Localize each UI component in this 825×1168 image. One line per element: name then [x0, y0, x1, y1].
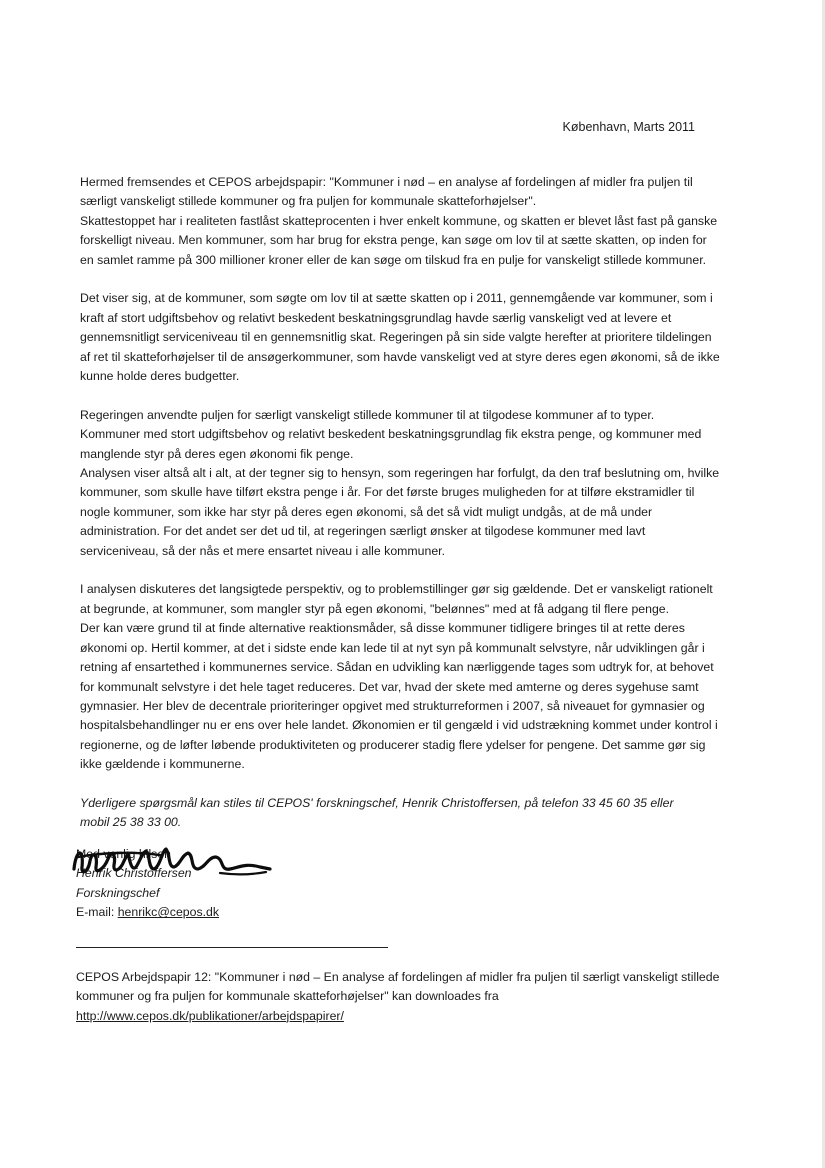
signature-block: [76, 845, 376, 923]
dateline: København, Marts 2011: [562, 120, 695, 134]
text-line: I analysen diskuteres det langsigtede perspektiv, og to problemstillinger gør sig gældende. Det er vanskeligt rationelt: [80, 582, 713, 597]
footer-note: [76, 968, 776, 1026]
text-line: for kommunalt selvstyre i det hele taget reduceres. Det var, hvad der skete med amterne og deres sygehuse samt: [80, 679, 699, 694]
text-line: Yderligere spørgsmål kan stiles til CEPOS' forskningschef, Henrik Christoffersen, på telefon 33 45 60 35 eller: [80, 795, 674, 810]
text-line: Analysen viser altså alt i alt, at der tegner sig to hensyn, som regeringen har forfulgt, da den traf beslutning om, hvilke: [80, 466, 720, 481]
download-link[interactable]: http://www.cepos.dk/publikationer/arbejdspapirer/: [76, 1008, 344, 1023]
paragraph-intro: [80, 173, 760, 270]
text-line: mobil 25 38 33 00.: [80, 815, 182, 830]
text-line: økonomi op. Hertil kommer, at det i sidste ende kan lede til at nyt syn på kommunalt selvstyre, når udviklingen går i: [80, 640, 705, 655]
signer-title: Forskningschef: [76, 885, 160, 900]
text-line: at begrunde, at kommuner, som mangler styr på egen økonomi, "belønnes" med at få adgang til flere penge.: [80, 601, 670, 616]
closing-text: Med venlig hilsen: [76, 847, 172, 861]
divider-rule: [76, 947, 388, 948]
email-label: E-mail:: [76, 905, 118, 920]
text-line: gymnasier. Her blev de decentrale prioriteringer opgivet med strukturreformen i 2007, så niveauet for gymnasier og: [80, 698, 705, 713]
signer-name: Henrik Christoffersen: [76, 866, 192, 881]
text-line: Kommuner med stort udgiftsbehov og relativt beskedent beskatningsgrundlag fik ekstra penge, og kommuner med: [80, 427, 702, 442]
text-line: retning af ensartethed i kommunernes service. Sådan en udvikling kan nærliggende tages som udtryk for, at behovet: [80, 660, 714, 675]
closing-line: [76, 845, 376, 864]
text-line: regionerne, og de løfter løbende produktiviteten og producerer stadig flere ydelser for pengene. Det samme gør sig: [80, 737, 706, 752]
text-line: Der kan være grund til at finde alternative reaktionsmåder, så disse kommuner tidligere bringes til at rette deres: [80, 621, 685, 636]
paragraph-context: [80, 289, 760, 386]
text-line: Hermed fremsendes et CEPOS arbejdspapir: "Kommuner i nød – en analyse af fordelingen af midler fra puljen til: [80, 175, 693, 189]
text-line: hospitalsbehandlinger nu er ens over hele landet. Økonomien er til gengæld i vid udstrækning kommet under kontrol i: [80, 718, 718, 733]
text-line: Regeringen anvendte puljen for særligt vanskeligt stillede kommuner til at tilgodese kommuner af to typer.: [80, 407, 655, 422]
text-line: administration. For det andet ser det ud til, at regeringen særligt ønsker at tilgodese kommuner med lavt: [80, 524, 646, 539]
text-line: Skattestoppet har i realiteten fastlåst skatteprocenten i hver enkelt kommune, og skatten er blevet låst fast på ganske: [80, 213, 718, 228]
text-line: manglende styr på deres egen økonomi fik penge.: [80, 446, 354, 461]
handwritten-signature-icon: [70, 839, 280, 885]
text-line: gennemsnitligt serviceniveau til en gennemsnitlig skat. Regeringen på sin side valgte herefter at prioritere tildelingen: [80, 330, 712, 345]
footer-line: CEPOS Arbejdspapir 12: "Kommuner i nød – En analyse af fordelingen af midler fra puljen til særligt vanskeligt stillede: [76, 970, 720, 984]
text-line: kunne holde deres budgetter.: [80, 369, 240, 384]
footer-line: kommuner og fra puljen for kommunale skatteforhøjelser" kan downloades fra: [76, 989, 499, 1004]
text-line: forskelligt niveau. Men kommuner, som har brug for ekstra penge, kan søge om lov til at sætte skatten, op inden for: [80, 233, 707, 248]
paragraph-contact: [80, 794, 760, 833]
text-line: serviceniveau, så der nås et mere ensartet niveau i alle kommuner.: [80, 543, 445, 558]
text-line: nogle kommuner, som ikke har styr på deres egen økonomi, så det så vidt muligt undgås, at de må under: [80, 504, 653, 519]
text-line: kraft af stort udgiftsbehov og relativt beskedent beskatningsgrundlag havde særlig vanskeligt ved at levere et: [80, 310, 672, 325]
text-line: kommuner, som skulle have tilført ekstra penge i år. For det første bruges muligheden for at tilføre ekstramidler til: [80, 485, 695, 500]
text-line: Det viser sig, at de kommuner, som søgte om lov til at sætte skatten op i 2011, gennemgående var kommuner, som i: [80, 291, 713, 306]
letter-body: [80, 173, 760, 833]
paragraph-perspective: [80, 580, 760, 774]
email-link[interactable]: henrikc@cepos.dk: [117, 905, 220, 920]
text-line: særligt vanskeligt stillede kommuner og fra puljen for kommunale skatteforhøjelser".: [80, 194, 537, 209]
email-line: [76, 903, 376, 922]
text-line: en samlet ramme på 300 millioner kroner eller de kan søge om tilskud fra en pulje for vanskeligt stillede kommuner.: [80, 252, 707, 267]
paragraph-analysis: [80, 406, 760, 561]
text-line: af ret til skatteforhøjelser til de ansøgerkommuner, som havde vanskeligt ved at styre deres egen økonomi, så de ikke: [80, 349, 720, 364]
text-line: ikke gældende i kommunerne.: [80, 757, 245, 772]
